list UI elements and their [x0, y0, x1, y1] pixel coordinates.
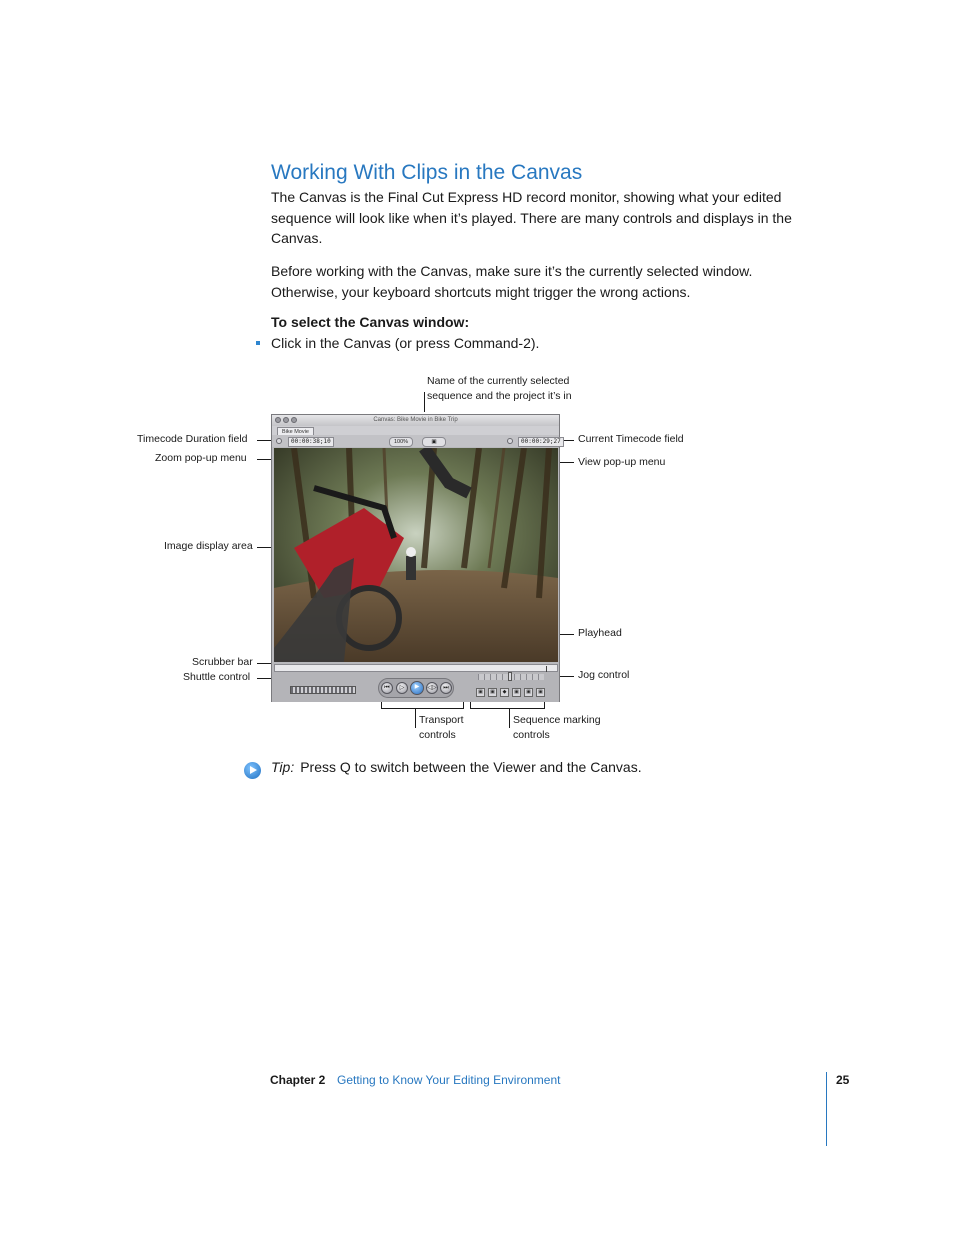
view-popup [422, 437, 446, 447]
play-in-to-out-icon: ▷ [396, 682, 408, 694]
callout-current-timecode: Current Timecode field [578, 433, 684, 445]
jog-knob [508, 672, 512, 681]
footer-chapter-title: Getting to Know Your Editing Environment [337, 1073, 561, 1087]
callout-transport-controls: Transport controls [419, 714, 464, 741]
scrubber-bar [274, 664, 558, 672]
clock-icon [507, 438, 513, 444]
tab-row [272, 426, 559, 435]
play-icon: ▶ [410, 681, 424, 695]
callout-shuttle-control: Shuttle control [183, 671, 251, 683]
tab-sequence: Bike Movie [277, 427, 314, 436]
footer-chapter: Chapter 2 [270, 1073, 326, 1087]
image-display-area [274, 448, 558, 662]
bullet-square-icon [256, 341, 260, 345]
bike-video-frame-image [274, 448, 558, 662]
marker-button-icon: ▣ [488, 688, 497, 697]
leader-line [424, 392, 425, 412]
callout-view-popup: View pop-up menu [578, 456, 666, 468]
timecode-row [272, 435, 559, 447]
marker-button-icon: ▣ [536, 688, 545, 697]
canvas-window-screenshot [271, 414, 560, 702]
tip-arrow-icon [244, 762, 261, 779]
tip-body: Press Q to switch between the Viewer and the Canvas. [300, 759, 642, 775]
marker-button-icon: ▣ [524, 688, 533, 697]
tip-text [271, 759, 642, 775]
callout-playhead: Playhead [578, 627, 622, 639]
selection-paragraph: Before working with the Canvas, make sure it’s the currently selected window. Otherwise, your keyboard shortcuts might trigger the wrong actions. [271, 263, 753, 300]
leader-line [509, 708, 510, 728]
go-to-previous-edit-icon: ⏮ [381, 682, 393, 694]
intro-paragraph: The Canvas is the Final Cut Express HD record monitor, showing what your edited sequence will look like when it’s played. There are many controls and displays in the Canvas. [271, 189, 792, 246]
callout-sequence-marking: Sequence marking controls [513, 714, 601, 741]
control-bar [272, 672, 559, 702]
callout-zoom-popup: Zoom pop-up menu [155, 452, 247, 464]
timecode-duration-field: 00:00:38;10 [288, 437, 334, 447]
leader-line [381, 708, 464, 709]
leader-line [415, 708, 416, 728]
view-square-icon: ▣ [431, 439, 437, 445]
marker-button-icon: ▣ [476, 688, 485, 697]
procedure-step: Click in the Canvas (or press Command-2). [271, 335, 540, 351]
window-title: Canvas: Bike Movie in Bike Trip [373, 417, 458, 423]
callout-sequence-name: Name of the currently selected sequence and the project it’s in [427, 375, 572, 402]
marker-button-icon: ▣ [512, 688, 521, 697]
callout-timecode-duration: Timecode Duration field [137, 433, 248, 445]
leader-line [470, 708, 545, 709]
go-to-next-edit-icon: ⏭ [440, 682, 452, 694]
footer-divider [826, 1072, 827, 1146]
section-heading: Working With Clips in the Canvas [271, 161, 583, 184]
zoom-popup: 100% [389, 437, 413, 447]
clock-icon [276, 438, 282, 444]
tip-label: Tip: [271, 759, 295, 775]
current-timecode-field: 00:00:29;27 [518, 437, 564, 447]
page-number: 25 [836, 1073, 850, 1087]
marker-button-icon: ◆ [500, 688, 509, 697]
callout-jog-control: Jog control [578, 669, 630, 681]
callout-scrubber-bar: Scrubber bar [192, 656, 253, 668]
play-around-current-icon: ◁▷ [426, 682, 438, 694]
shuttle-control [290, 686, 356, 694]
callout-image-area: Image display area [164, 540, 253, 552]
procedure-heading: To select the Canvas window: [271, 314, 470, 330]
